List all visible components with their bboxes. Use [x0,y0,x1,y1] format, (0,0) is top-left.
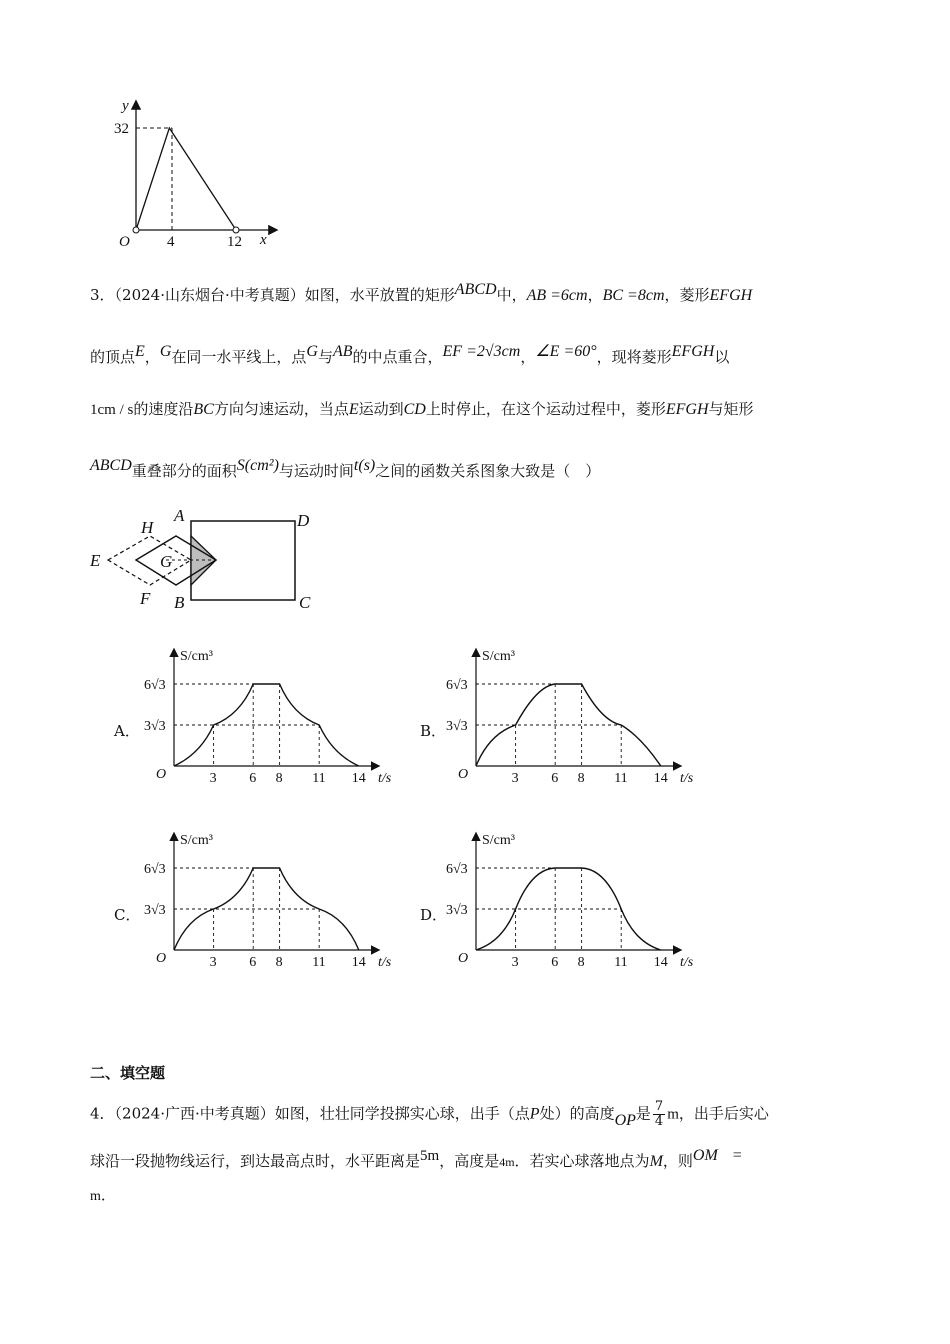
q4-text: 如图，壮壮同学投掷实心球，出手（点 [274,1104,530,1123]
label-d: D [297,511,310,530]
q4-text: ． [100,1186,116,1204]
y-axis-label: S/cm³ [482,833,515,848]
q3-line-2 [90,343,730,369]
q3-text: 的中点重合， [352,348,443,366]
label-g: G [160,552,173,571]
q4-math: OP [614,1111,636,1129]
q3-geometry-diagram [86,504,326,616]
q3-text: 如图，水平放置的矩形 [304,286,455,304]
label-h: H [141,518,154,537]
option-a-graph[interactable] [144,642,410,792]
q3-text: 以 [714,348,730,366]
x-tick-11: 11 [312,771,326,786]
option-b-label[interactable]: B． [420,722,447,740]
q4-text: 球沿一段抛物线运行，到达最高点时，水平距离是 [90,1152,421,1170]
q3-line-1 [90,281,753,307]
label-e: E [90,551,101,570]
section-title: 二、填空题 [90,1064,166,1082]
y-tick-3r3: 3√3 [144,903,166,918]
y-tick-6r3: 6√3 [144,678,166,693]
q3-math: EF =2√3cm [442,343,521,360]
q4-number: 4． [90,1104,115,1123]
top-graph-open-point-origin [133,227,139,233]
x-tick-14: 14 [653,771,668,786]
q3-math: CD [403,401,426,418]
q4-line-3 [90,1184,116,1208]
q3-text: 与运动时间 [278,462,354,480]
q4-math: m [667,1106,679,1123]
x-tick-6: 6 [551,771,559,786]
x-axis-label: t/s [680,771,694,786]
q3-text: 的速度沿 [133,400,194,418]
q3-math: BC [193,401,214,418]
x-tick-6: 6 [551,955,559,970]
top-graph-x-tick-4: 4 [167,234,175,250]
q3-math: ABCD [454,281,497,298]
q3-text: 的顶点 [90,348,136,366]
q4-text: ，高度是 [439,1152,500,1170]
q3-line-4 [90,457,601,483]
x-tick-6: 6 [249,771,257,786]
q3-math: BC =8cm [602,287,665,304]
top-graph [108,96,288,256]
top-graph-x-label: x [260,232,267,248]
x-tick-14: 14 [351,771,366,786]
y-axis-label: S/cm³ [180,649,213,664]
q3-text: 方向匀速运动，当点 [213,400,349,418]
q4-source: （2024·广西·中考真题） [114,1104,275,1123]
y-tick-3r3: 3√3 [446,719,468,734]
q3-math: t(s) [353,457,376,474]
q3-source: （2024·山东烟台·中考真题） [114,286,305,304]
q4-math: 4m [499,1155,515,1169]
origin-label: O [156,951,167,966]
option-a-label[interactable]: A． [114,722,140,740]
q3-math: ∠E =60° [535,343,597,360]
option-c-label[interactable]: C． [114,906,141,924]
x-tick-14: 14 [653,955,668,970]
q3-math: AB =6cm [526,287,588,304]
y-tick-3r3: 3√3 [446,903,468,918]
q3-line-3 [90,398,754,421]
fraction-7-4: $\frac{7}{4}$ [654,1099,664,1129]
label-a: A [174,506,185,525]
q3-math: EFGH [671,343,715,360]
q3-text: 中， [496,286,527,304]
q4-text: 处）的高度 [539,1104,615,1123]
option-c-graph[interactable] [144,826,410,976]
q3-math: EFGH [665,401,709,418]
top-graph-open-point-end [233,227,239,233]
q3-text: 运动到 [358,400,404,418]
q3-math: ABCD [90,457,132,474]
q3-text: 上时停止，在这个运动过程中，菱形 [425,400,666,418]
y-axis-label: S/cm³ [482,649,515,664]
x-tick-8: 8 [275,771,283,786]
q3-number: 3． [90,286,115,304]
q4-text: ．若实心球落地点为 [514,1152,650,1170]
top-graph-y-tick: 32 [114,121,129,137]
q3-math: E [348,401,359,418]
x-tick-8: 8 [577,771,585,786]
q3-math: EFGH [709,287,753,304]
x-tick-14: 14 [351,955,366,970]
q4-math: P [529,1105,540,1123]
y-tick-6r3: 6√3 [446,678,468,693]
q4-line-2 [90,1147,743,1173]
top-graph-origin: O [119,234,130,250]
q3-text: ，菱形 [664,286,710,304]
q3-math: G [306,343,318,360]
label-f: F [140,589,151,608]
q3-text: ， [587,286,603,304]
q4-line-1 [90,1100,769,1129]
y-tick-6r3: 6√3 [144,862,166,877]
label-b: B [174,593,185,612]
q3-text: 与矩形 [708,400,754,418]
y-tick-3r3: 3√3 [144,719,166,734]
q3-text: ， [520,348,536,366]
q3-text: ， [144,348,160,366]
x-tick-3: 3 [209,955,217,970]
x-tick-8: 8 [577,955,585,970]
top-graph-line [136,128,236,230]
x-tick-3: 3 [511,771,519,786]
x-tick-11: 11 [614,955,628,970]
q4-text: ，则 [662,1152,693,1170]
x-axis-label: t/s [378,955,392,970]
q3-math: G [159,343,172,360]
top-graph-x-tick-12: 12 [227,234,242,250]
q4-math: M [649,1153,663,1170]
x-tick-6: 6 [249,955,257,970]
q4-math: OM = [692,1147,743,1164]
q3-math: S(cm²) [236,457,279,474]
origin-label: O [458,767,469,782]
y-axis-label: S/cm³ [180,833,213,848]
option-d-label[interactable]: D． [420,906,448,924]
x-axis-label: t/s [680,955,694,970]
q3-math: E [135,343,145,360]
q4-text: ，出手后实心 [678,1104,769,1123]
option-d-graph[interactable] [446,826,712,976]
q3-math: 1cm / s [90,402,134,418]
x-tick-11: 11 [312,955,326,970]
label-c: C [299,593,311,612]
q3-text: 之间的函数关系图象大致是（ ） [375,462,601,480]
q3-text: 与 [317,348,333,366]
x-tick-3: 3 [511,955,519,970]
q3-text: 在同一水平线上，点 [171,348,307,366]
origin-label: O [156,767,167,782]
x-tick-11: 11 [614,771,628,786]
top-graph-y-label: y [122,98,129,114]
x-tick-3: 3 [209,771,217,786]
q4-math: 5m [420,1148,440,1164]
q3-math: AB [332,343,353,360]
q4-text: 是 [635,1104,651,1123]
q4-answer-blank-unit[interactable]: m [90,1189,101,1204]
x-tick-8: 8 [275,955,283,970]
origin-label: O [458,951,469,966]
y-tick-6r3: 6√3 [446,862,468,877]
x-axis-label: t/s [378,771,392,786]
q3-text: 重叠部分的面积 [131,462,237,480]
option-b-graph[interactable] [446,642,712,792]
q3-text: ，现将菱形 [596,348,672,366]
